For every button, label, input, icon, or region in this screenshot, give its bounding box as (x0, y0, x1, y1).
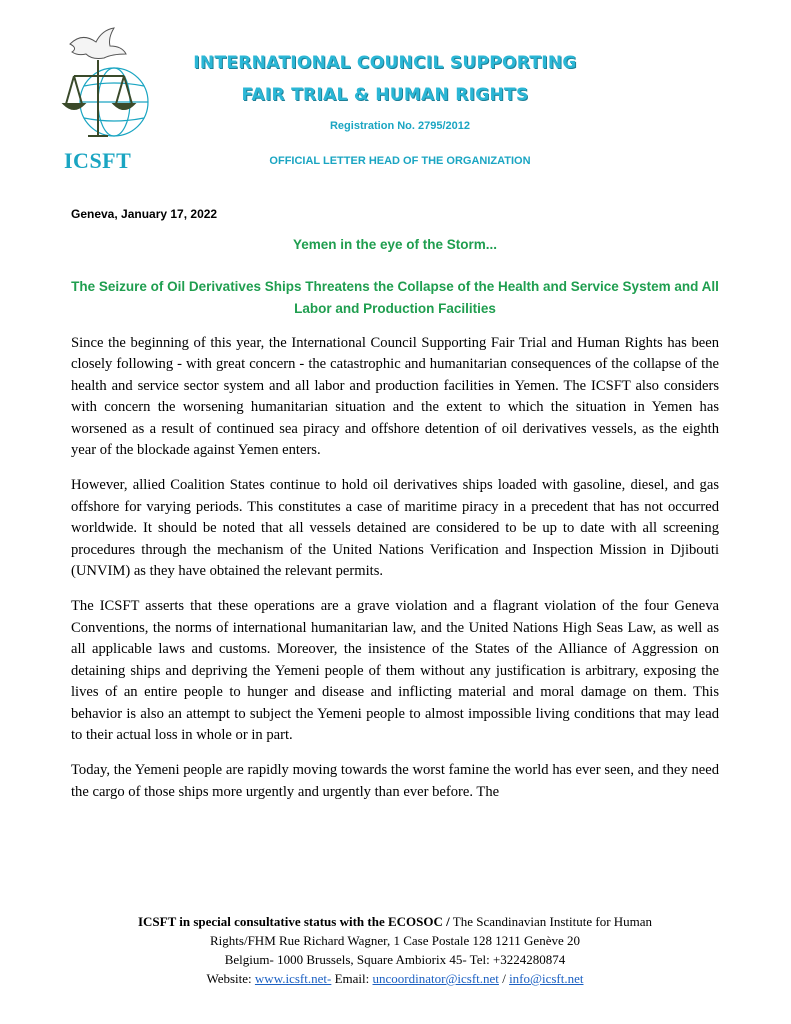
footer-line1: The Scandinavian Institute for Human (449, 914, 653, 929)
consultative-status: ICSFT in special consultative status with the ECOSOC / (137, 914, 450, 929)
letter-title: Yemen in the eye of the Storm... (292, 237, 498, 252)
paragraph: Since the beginning of this year, the International Council Supporting Fair Trial and Human Rights has been closely following - with great concern - the catastrophic and humanitarian consequences of the collapse of the health and service sector system and all labor and production facilities in Yemen. The ICSFT also considers with concern the worsening humanitarian situation and the extent to which the situation in Yemen has worsened as a result of continued sea piracy and offshore detention of oil derivatives vessels, as the eighth year of the blockade against Yemen enters. (71, 335, 719, 459)
paragraph: Today, the Yemeni people are rapidly moving towards the worst famine the world has ever seen, and they need the cargo of those ships more urgently and urgently than ever before. The (71, 762, 719, 800)
paragraph: However, allied Coalition States continue to hold oil derivatives ships loaded with gasoline, diesel, and gas offshore for varying periods. This constitutes a case of maritime piracy in a precedent that has not occurred worldwide. It should be noted that all vessels detained are considered to be up to date with all screening procedures through the mechanism of the United Nations Verification and Inspection Mission in Djibouti (UNVIM) as they have obtained the relevant permits. (71, 477, 719, 580)
paragraph: The ICSFT asserts that these operations are a grave violation and a flagrant violation of the four Geneva Conventions, the norms of international humanitarian law, and the United Nations High Seas Law, as well as all applicable laws and customs. Moreover, the insistence of the States of the Alliance of Aggression on detaining ships and depriving the Yemeni people of them without any justification is arbitrary, exposing the lives of an entire people to hunger and disease and inflicting material and moral damage on them. This behavior is also an attempt to subject the Yemeni people to almost impossible living conditions that may lead to their actual loss in whole or in part. (71, 598, 719, 743)
email-link-coordinator[interactable]: uncoordinator@icsft.net (372, 971, 499, 986)
footer-line2: Rights/FHM Rue Richard Wagner, 1 Case Postale 128 1211 Genève 20 (210, 933, 580, 948)
organization-name-line2: FAIR TRIAL & HUMAN RIGHTS (241, 85, 529, 105)
email-link-info[interactable]: info@icsft.net (509, 971, 584, 986)
letter-body (71, 333, 719, 817)
footer (80, 912, 710, 988)
letterhead-label: OFFICIAL LETTER HEAD OF THE ORGANIZATION (269, 155, 531, 167)
email-separator: / (498, 971, 510, 986)
letter-date: Geneva, January 17, 2022 (71, 207, 218, 221)
letter-subtitle: The Seizure of Oil Derivatives Ships Threatens the Collapse of the Health and Service System and All Labor and Production Facilities (71, 279, 719, 316)
email-label: Email: (331, 971, 373, 986)
website-label: Website: (206, 971, 255, 986)
logo-text: ICSFT (64, 148, 132, 173)
registration-number: Registration No. 2795/2012 (329, 120, 470, 132)
organization-name-line1: INTERNATIONAL COUNCIL SUPPORTING (193, 53, 577, 73)
footer-line3: Belgium- 1000 Brussels, Square Ambiorix 45- Tel: +3224280874 (224, 952, 566, 967)
website-link[interactable]: www.icsft.net- (254, 971, 332, 986)
